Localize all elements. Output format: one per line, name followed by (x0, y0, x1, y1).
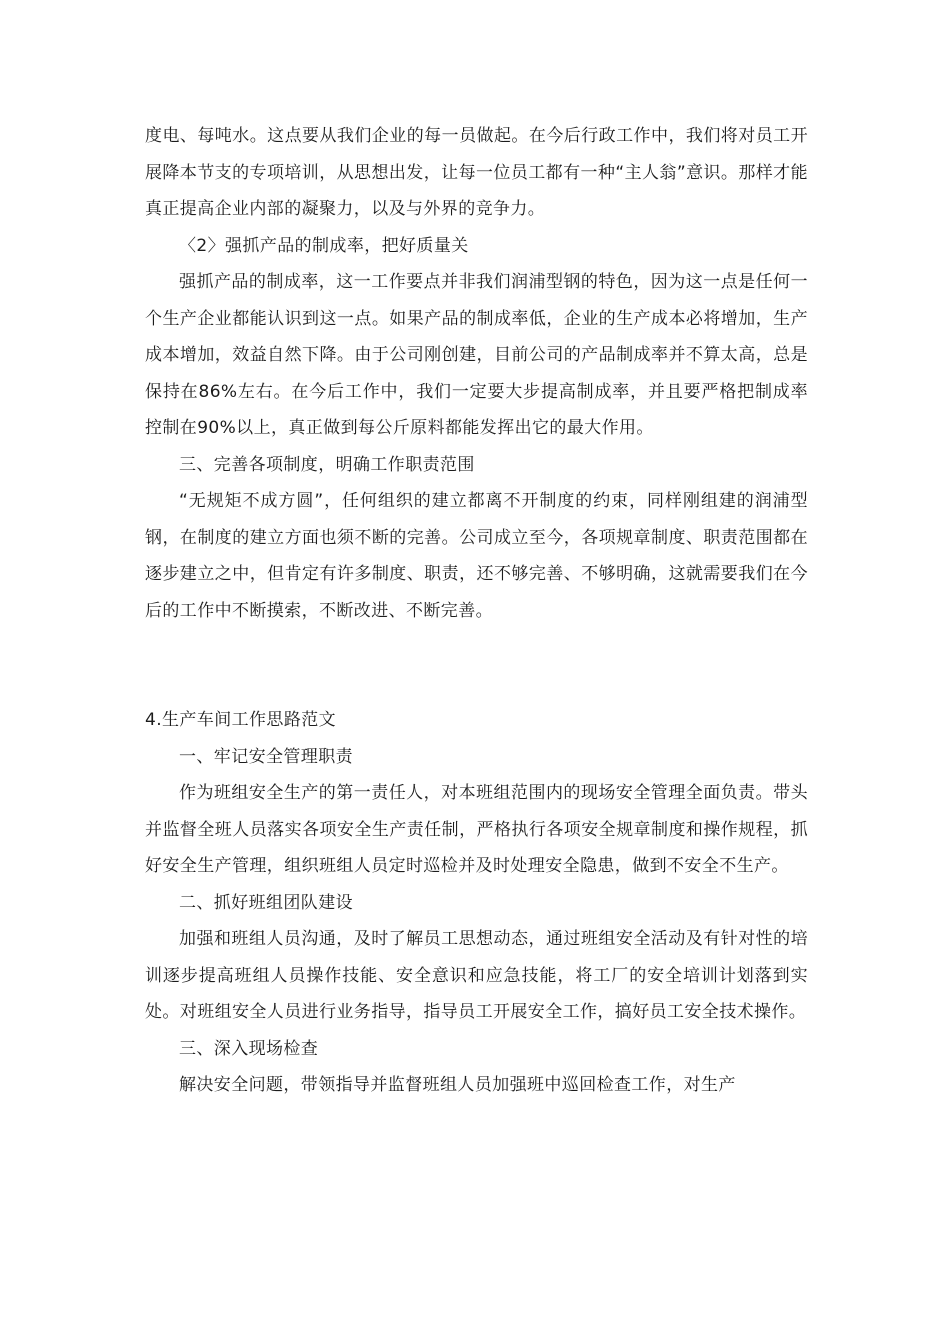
paragraph-yield-rate: 强抓产品的制成率，这一工作要点并非我们润浦型钢的特色，因为这一点是任何一个生产企业都能认识到这一点。如果产品的制成率低，企业的生产成本必将增加，生产成本增加，效益自然下降。由于公司刚创建，目前公司的产品制成率并不算太高，总是保持在86%左右。在今后工作中，我们一定要大步提高制成率，并且要严格把制成率控制在90%以上，真正做到每公斤原料都能发挥出它的最大作用。 (145, 272, 808, 438)
paragraph-team-building: 加强和班组人员沟通，及时了解员工思想动态，通过班组安全活动及有针对性的培训逐步提高班组人员操作技能、安全意识和应急技能，将工厂的安全培训计划落到实处。对班组安全人员进行业务指导，指导员工开展安全工作，搞好员工安全技术操作。 (145, 929, 808, 1022)
heading-safety-duties: 一、牢记安全管理职责 (179, 746, 353, 767)
section-gap (145, 629, 808, 702)
section-title: 4.生产车间工作思路范文 (145, 710, 337, 730)
heading-site-inspection: 三、深入现场检查 (179, 1038, 319, 1059)
heading-team-building: 二、抓好班组团队建设 (179, 892, 353, 913)
paragraph-site-inspection: 解决安全问题，带领指导并监督班组人员加强班中巡回检查工作，对生产 (179, 1075, 736, 1095)
paragraph-rules: “无规矩不成方圆”，任何组织的建立都离不开制度的约束，同样刚组建的润浦型钢，在制度的建立方面也须不断的完善。公司成立至今，各项规章制度、职责范围都在逐步建立之中，但肯定有许多制度、职责，还不够完善、不够明确，这就需要我们在今后的工作中不断摸索，不断改进、不断完善。 (145, 491, 808, 621)
heading-rules: 三、完善各项制度，明确工作职责范围 (179, 454, 475, 475)
subheading-quality: 〈2〉强抓产品的制成率，把好质量关 (179, 235, 469, 256)
paragraph-safety-duties: 作为班组安全生产的第一责任人，对本班组范围内的现场安全管理全面负责。带头并监督全班人员落实各项安全生产责任制，严格执行各项安全规章制度和操作规程，抓好安全生产管理，组织班组人员定时巡检并及时处理安全隐患，做到不安全不生产。 (145, 783, 808, 876)
paragraph-continued: 度电、每吨水。这点要从我们企业的每一员做起。在今后行政工作中，我们将对员工开展降本节支的专项培训，从思想出发，让每一位员工都有一种“主人翁”意识。那样才能真正提高企业内部的凝聚力，以及与外界的竞争力。 (145, 126, 808, 219)
document-body (145, 118, 808, 1104)
